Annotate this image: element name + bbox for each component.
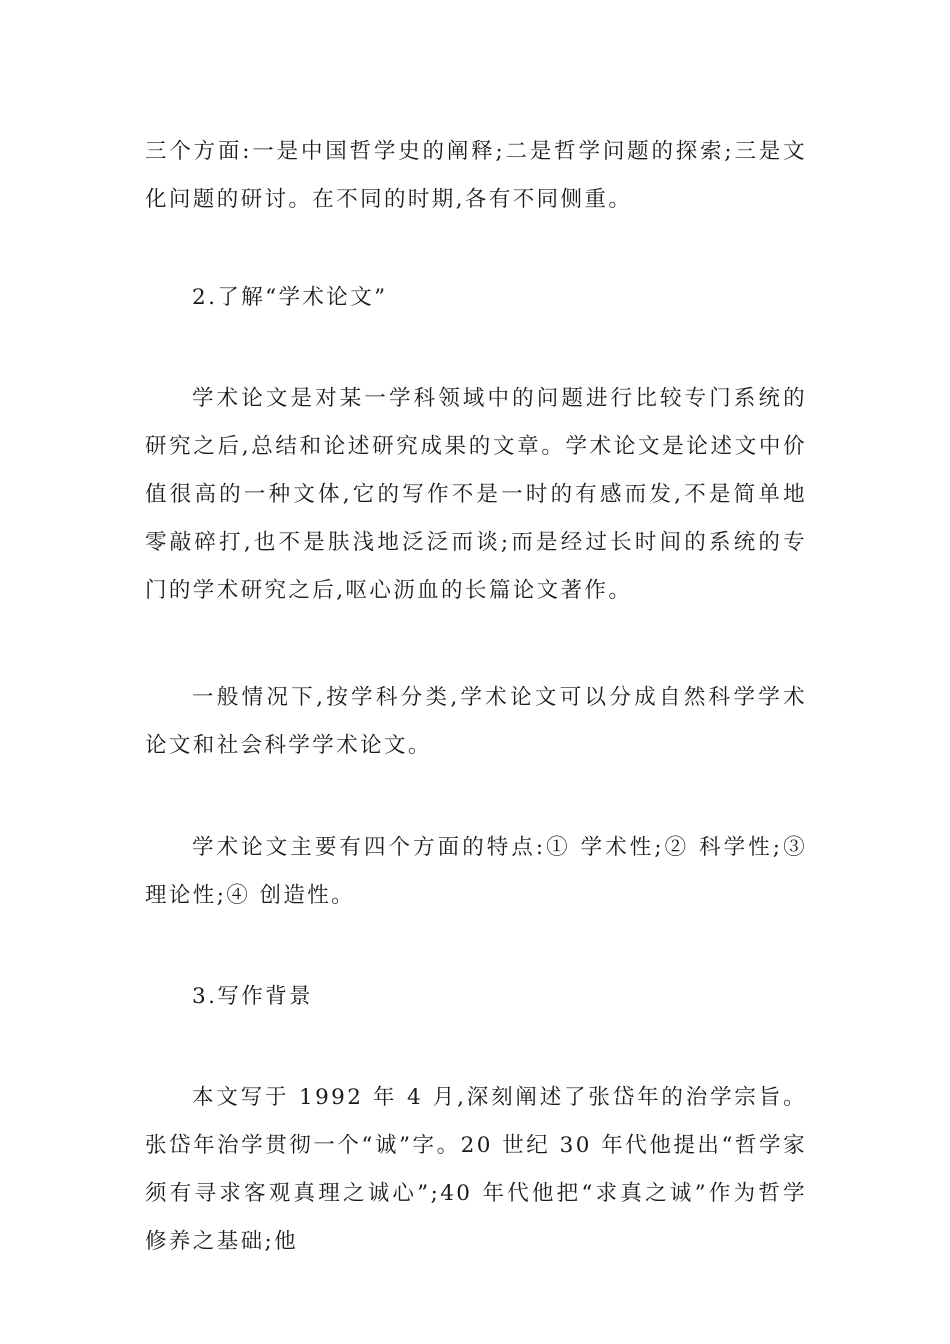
paragraph-academic-paper-classification: 一般情况下,按学科分类,学术论文可以分成自然科学学术论文和社会科学学术论文。: [145, 685, 807, 758]
section-heading-writing-background: 3.写作背景: [192, 984, 313, 1009]
paragraph-writing-background: 本文写于 1992 年 4 月,深刻阐述了张岱年的治学宗旨。张岱年治学贯彻一个“诚”字。20 世纪 30 年代他提出“哲学家须有寻求客观真理之诚心”;40 年代他把“求真之诚”作为哲学修养之基础;他: [145, 1085, 807, 1254]
paragraph-academic-paper-definition: 学术论文是对某一学科领域中的问题进行比较专门系统的研究之后,总结和论述研究成果的文章。学术论文是论述文中价值很高的一种文体,它的写作不是一时的有感而发,不是简单地零敲碎打,也不是肤浅地泛泛而谈;而是经过长时间的系统的专门的学术研究之后,呕心沥血的长篇论文著作。: [145, 386, 807, 603]
paragraph-academic-paper-features: 学术论文主要有四个方面的特点:① 学术性;② 科学性;③ 理论性;④ 创造性。: [145, 835, 807, 908]
paragraph-continuation: 三个方面:一是中国哲学史的阐释;二是哲学问题的探索;三是文化问题的研讨。在不同的时期,各有不同侧重。: [145, 139, 807, 212]
section-heading-academic-paper: 2.了解“学术论文”: [192, 285, 388, 310]
